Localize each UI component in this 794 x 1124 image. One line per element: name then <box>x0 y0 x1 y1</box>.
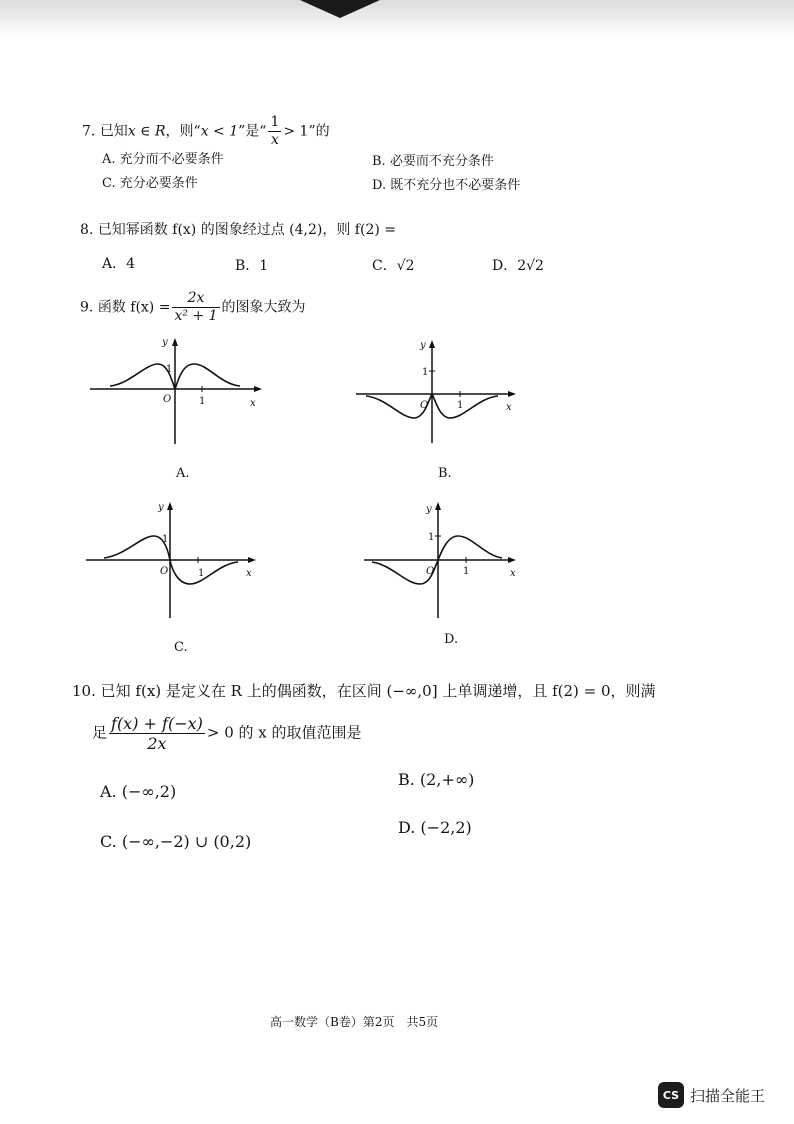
svg-text:x: x <box>510 568 516 579</box>
q9-caption-d: D. <box>444 632 459 647</box>
svg-text:1: 1 <box>198 568 205 579</box>
q9-fraction: $\frac{2x}{\text{x² + 1}}$ <box>174 290 218 324</box>
camscanner-text: 扫描全能王 <box>690 1087 766 1105</box>
q7-text-f: > 1”的 <box>283 123 330 140</box>
svg-text:x: x <box>506 402 512 413</box>
q7-fraction: $\frac{1}{x}$ <box>270 114 280 148</box>
svg-text:x: x <box>246 568 252 579</box>
page-footer: 高一数学（B卷）第2页 共5页 <box>270 1015 439 1029</box>
svg-text:1: 1 <box>463 566 470 577</box>
q9-caption-a: A. <box>176 466 190 481</box>
q10-option-d: D. (−2,2) <box>398 818 472 837</box>
svg-text:O: O <box>426 566 435 577</box>
q8-option-a: A．4 <box>102 256 136 272</box>
q9-text-b: 的图象大致为 <box>221 299 306 316</box>
q10-option-c: C. (−∞,−2) ∪ (0,2) <box>100 832 252 851</box>
question-10: 10. 已知 f(x) 是定义在 R 上的偶函数，在区间 (−∞,0] 上单调递增，且 f(2) = 0，则满 <box>72 682 656 700</box>
q9-graph-c <box>86 500 266 620</box>
q9-caption-c: C. <box>174 640 188 655</box>
q7-text-c: ，则“ <box>165 123 201 140</box>
question-7 <box>82 114 330 149</box>
q8-option-c: C．√2 <box>372 258 415 274</box>
q7-option-a: A. 充分而不必要条件 <box>102 152 224 167</box>
q7-option-d: D. 既不充分也不必要条件 <box>372 178 521 193</box>
svg-text:O: O <box>163 394 172 405</box>
q10-fraction: $\frac{f(x) + f(-x)}{2x}$ <box>111 714 203 754</box>
q7-text-d: x < 1 <box>200 123 239 140</box>
question-10-line2: 足 $\frac{f(x) + f(-x)}{2x}$ > 0 的 x 的取值范围是 <box>92 714 362 754</box>
svg-text:O: O <box>420 400 429 411</box>
svg-text:1: 1 <box>422 367 429 378</box>
svg-text:1: 1 <box>162 534 169 545</box>
q7-text-e: ”是“ <box>238 123 267 140</box>
q9-text-a: 函数 f(x) = <box>97 299 171 316</box>
svg-text:y: y <box>426 504 432 515</box>
question-8: 8. 已知幂函数 f(x) 的图象经过点 (4,2)，则 f(2) = <box>80 222 396 238</box>
svg-text:1: 1 <box>199 396 206 407</box>
q8-option-b: B．1 <box>235 258 269 274</box>
q7-text-a: 已知 <box>99 123 128 140</box>
svg-text:x: x <box>250 398 256 409</box>
q7-option-c: C. 充分必要条件 <box>102 176 198 191</box>
q10-option-a: A. (−∞,2) <box>100 782 177 801</box>
svg-text:O: O <box>160 566 169 577</box>
q9-graph-d <box>364 500 544 620</box>
svg-text:1: 1 <box>457 400 464 411</box>
camscanner-logo-icon: CS <box>658 1082 684 1108</box>
q10-line1: 已知 f(x) 是定义在 R 上的偶函数，在区间 (−∞,0] 上单调递增，且 f(2) = 0，则满 <box>100 682 656 700</box>
q8-option-d: D．2√2 <box>492 258 544 274</box>
q9-graph-b <box>356 338 536 446</box>
svg-text:y: y <box>420 340 426 351</box>
svg-text:1: 1 <box>428 532 435 543</box>
svg-text:1: 1 <box>166 364 173 375</box>
page-fold-corner <box>300 0 380 18</box>
q8-text: 已知幂函数 f(x) 的图象经过点 (4,2)，则 f(2) = <box>97 222 396 238</box>
page-top-shadow <box>0 0 794 40</box>
q7-text-b: x ∈ R <box>127 123 166 140</box>
question-9: 9. 函数 f(x) = $\frac{2x}{\text{x² + 1}}$ 的图象大致为 <box>80 290 306 324</box>
svg-text:y: y <box>158 502 164 513</box>
q7-option-b: B. 必要而不充分条件 <box>372 154 494 169</box>
q9-graph-a <box>90 336 270 448</box>
q10-line2-text: > 0 的 x 的取值范围是 <box>206 723 362 742</box>
q10-option-b: B. (2,+∞) <box>398 770 475 789</box>
svg-text:y: y <box>162 337 168 348</box>
q9-caption-b: B. <box>438 466 452 481</box>
question-number: 7. <box>82 123 96 140</box>
